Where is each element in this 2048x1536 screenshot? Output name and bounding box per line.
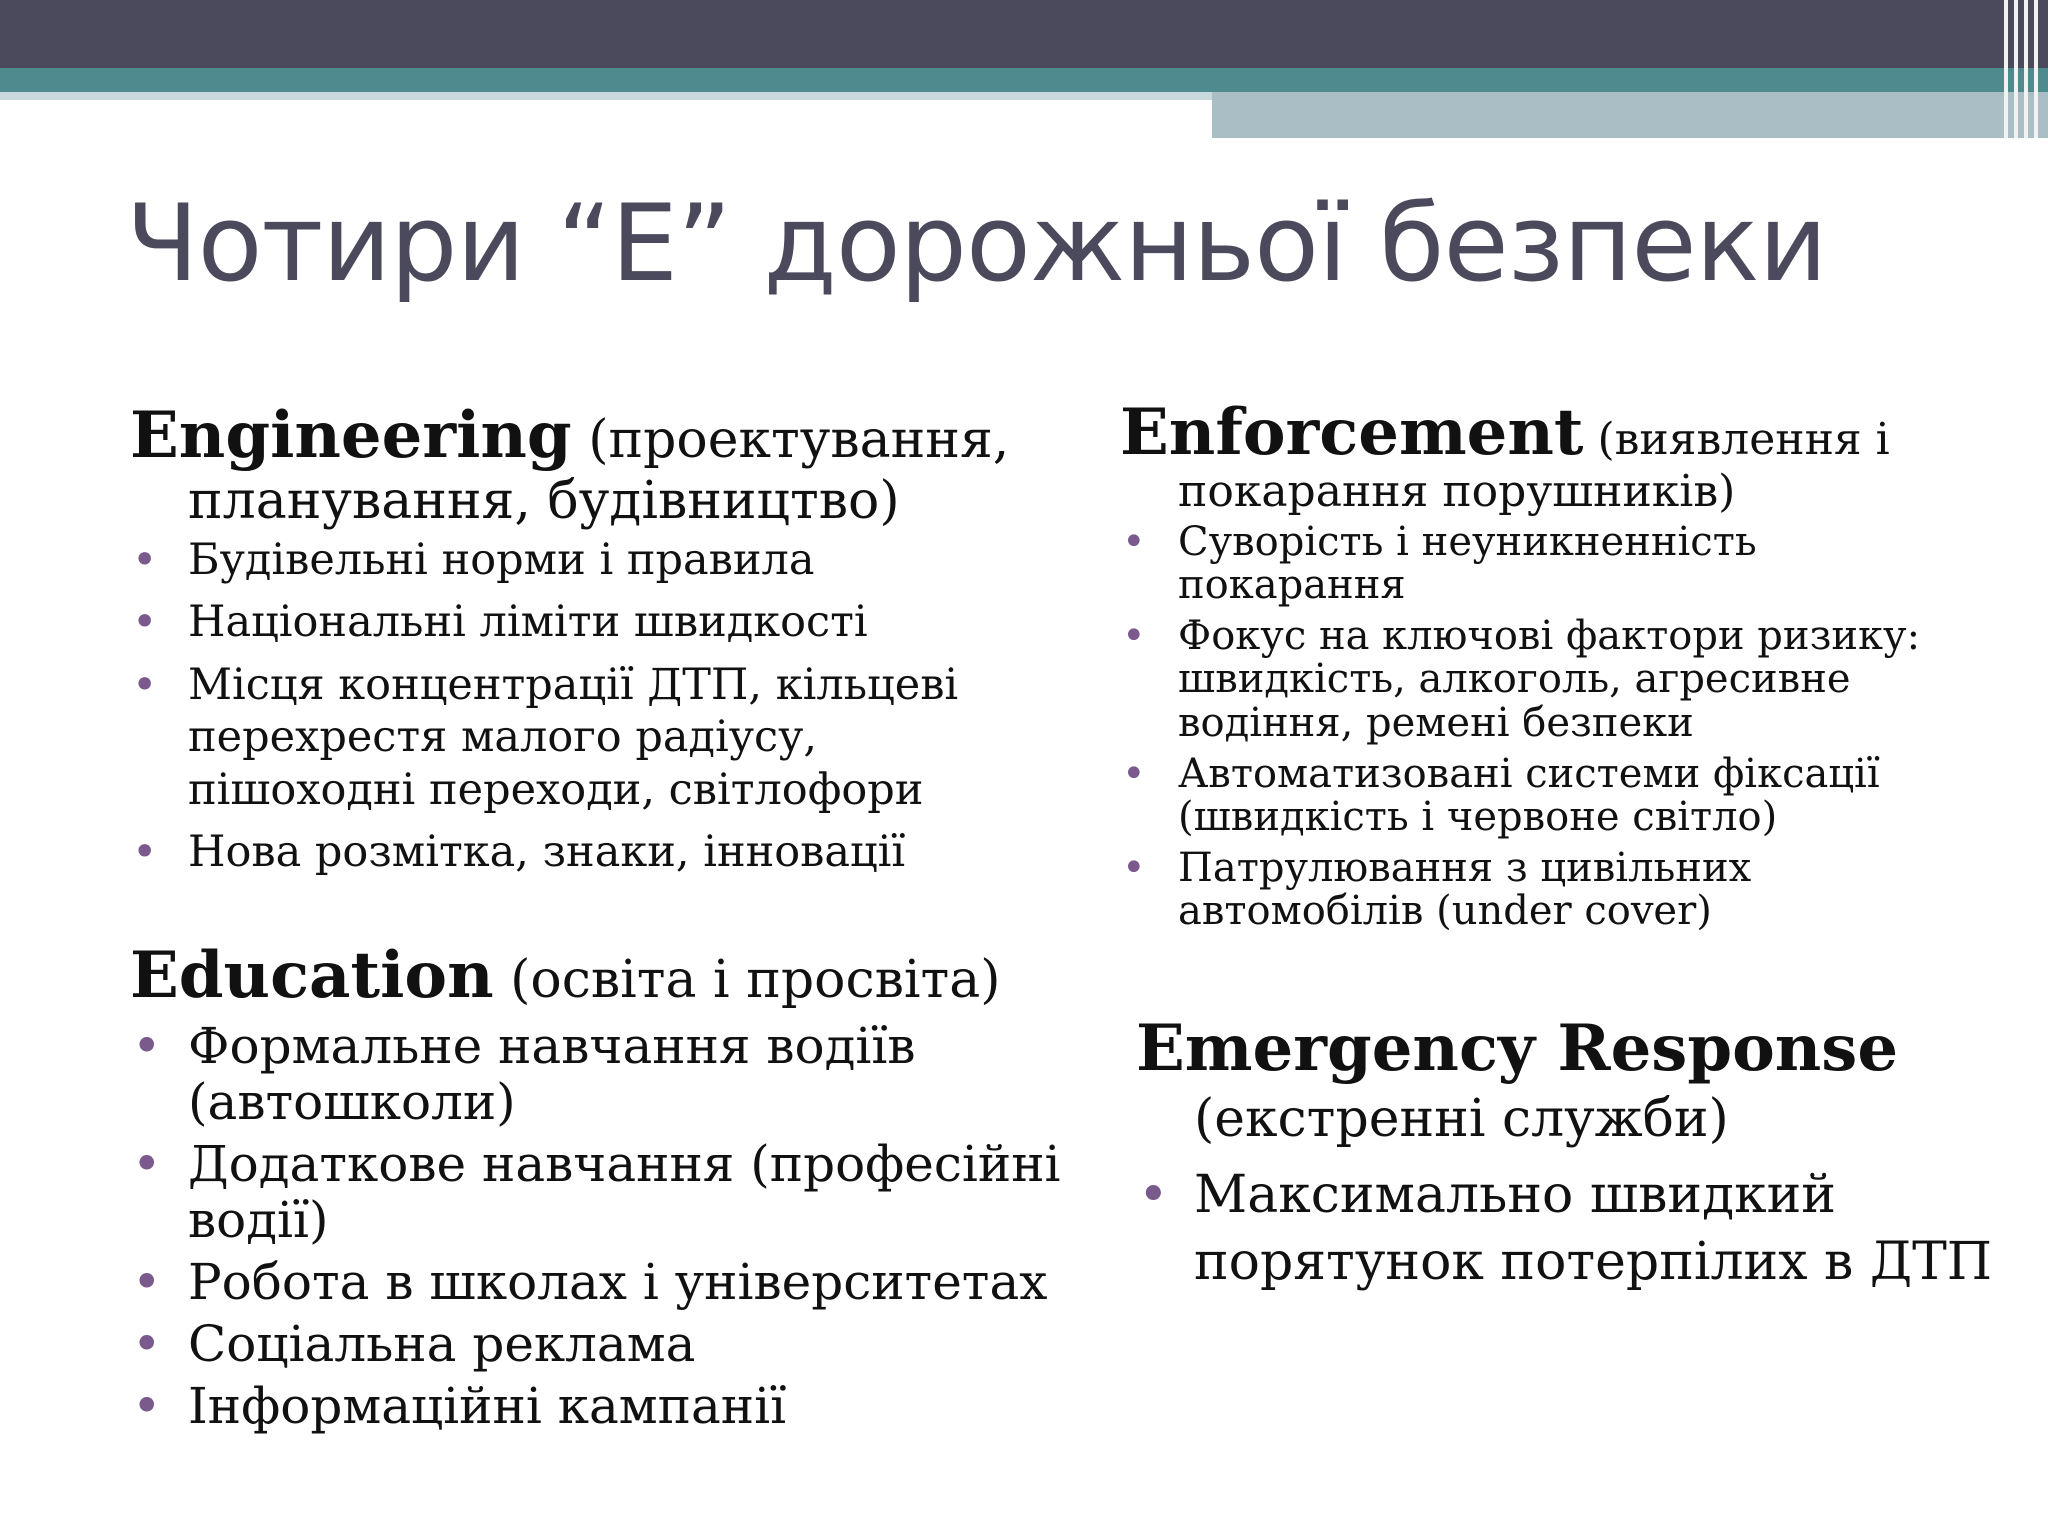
engineering-subtitle-1: (проектування, <box>588 410 1010 470</box>
enforcement-list <box>1120 518 2020 935</box>
bullet-icon: • <box>1122 518 1146 565</box>
enforcement-heading: Enforcement <box>1120 395 1584 470</box>
education-subtitle: (освіта і просвіта) <box>510 950 1001 1010</box>
bullet-icon: • <box>132 827 158 878</box>
list-item: • Соціальна реклама <box>132 1314 696 1373</box>
emergency-section <box>1136 1010 2016 1297</box>
enforcement-subtitle-1: (виявлення і <box>1597 414 1890 465</box>
bullet-icon: • <box>132 1314 162 1373</box>
engineering-section <box>130 400 1090 879</box>
enforcement-header <box>1120 395 2020 518</box>
list-item: • Національні ліміти швидкості <box>132 597 868 648</box>
list-item: • Автоматизовані системи фіксації (швидкість і червоне світло) <box>1122 750 1880 840</box>
bullet-icon: • <box>1122 750 1146 797</box>
bullet-icon: • <box>132 1016 162 1075</box>
bullet-icon: • <box>1122 845 1146 892</box>
education-list <box>130 1018 1090 1434</box>
bullet-icon: • <box>1122 613 1146 660</box>
emergency-heading: Emergency Response <box>1136 1011 1899 1086</box>
enforcement-section <box>1120 395 2020 935</box>
bullet-icon: • <box>132 659 158 710</box>
education-section <box>130 940 1090 1434</box>
header-band-teal <box>0 68 2048 92</box>
emergency-header <box>1136 1010 2016 1152</box>
engineering-subtitle-2: планування, будівництво) <box>188 470 900 531</box>
slide-title: Чотири “Е” дорожньої безпеки <box>126 182 1827 305</box>
emergency-list <box>1136 1162 2016 1297</box>
bullet-icon: • <box>132 1376 162 1435</box>
list-item: • Місця концентрації ДТП, кільцеві перехрестя малого радіусу, пішоходні переходи, світлофори <box>132 659 959 815</box>
engineering-heading: Engineering <box>130 398 572 473</box>
list-item: • Суворість і неуникненність покарання <box>1122 518 1757 608</box>
list-item: • Робота в школах і університетах <box>132 1252 1048 1311</box>
bullet-icon: • <box>132 597 158 648</box>
corner-stripes <box>1998 0 2048 138</box>
list-item: • Будівельні норми і правила <box>132 534 815 585</box>
engineering-header <box>130 400 1090 530</box>
list-item: • Патрулювання з цивільних автомобілів (under cover) <box>1122 845 1752 935</box>
bullet-icon: • <box>1138 1164 1169 1225</box>
enforcement-subtitle-2: покарання порушників) <box>1178 466 1736 518</box>
list-item: • Додаткове навчання (професійні водії) <box>132 1134 1061 1249</box>
education-heading: Education <box>130 938 494 1013</box>
engineering-list <box>130 534 1090 879</box>
list-item: • Максимально швидкий порятунок потерпілих в ДТП <box>1136 1162 2048 1297</box>
bullet-icon: • <box>132 1252 162 1311</box>
header-band-thin <box>0 92 1212 100</box>
list-item: • Фокус на ключові фактори ризику: швидкість, алкоголь, агресивне водіння, ремені безпеки <box>1122 613 1921 746</box>
header-band-dark <box>0 0 2048 68</box>
list-item: • Нова розмітка, знаки, інновації <box>132 827 906 878</box>
education-header <box>130 940 1090 1012</box>
header-band-light <box>1212 92 2048 138</box>
bullet-icon: • <box>132 534 158 585</box>
emergency-subtitle: (екстренні служби) <box>1194 1089 1729 1150</box>
bullet-icon: • <box>132 1134 162 1193</box>
list-item: • Формальне навчання водіїв (автошколи) <box>132 1016 916 1131</box>
list-item: • Інформаційні кампанії <box>132 1376 787 1435</box>
